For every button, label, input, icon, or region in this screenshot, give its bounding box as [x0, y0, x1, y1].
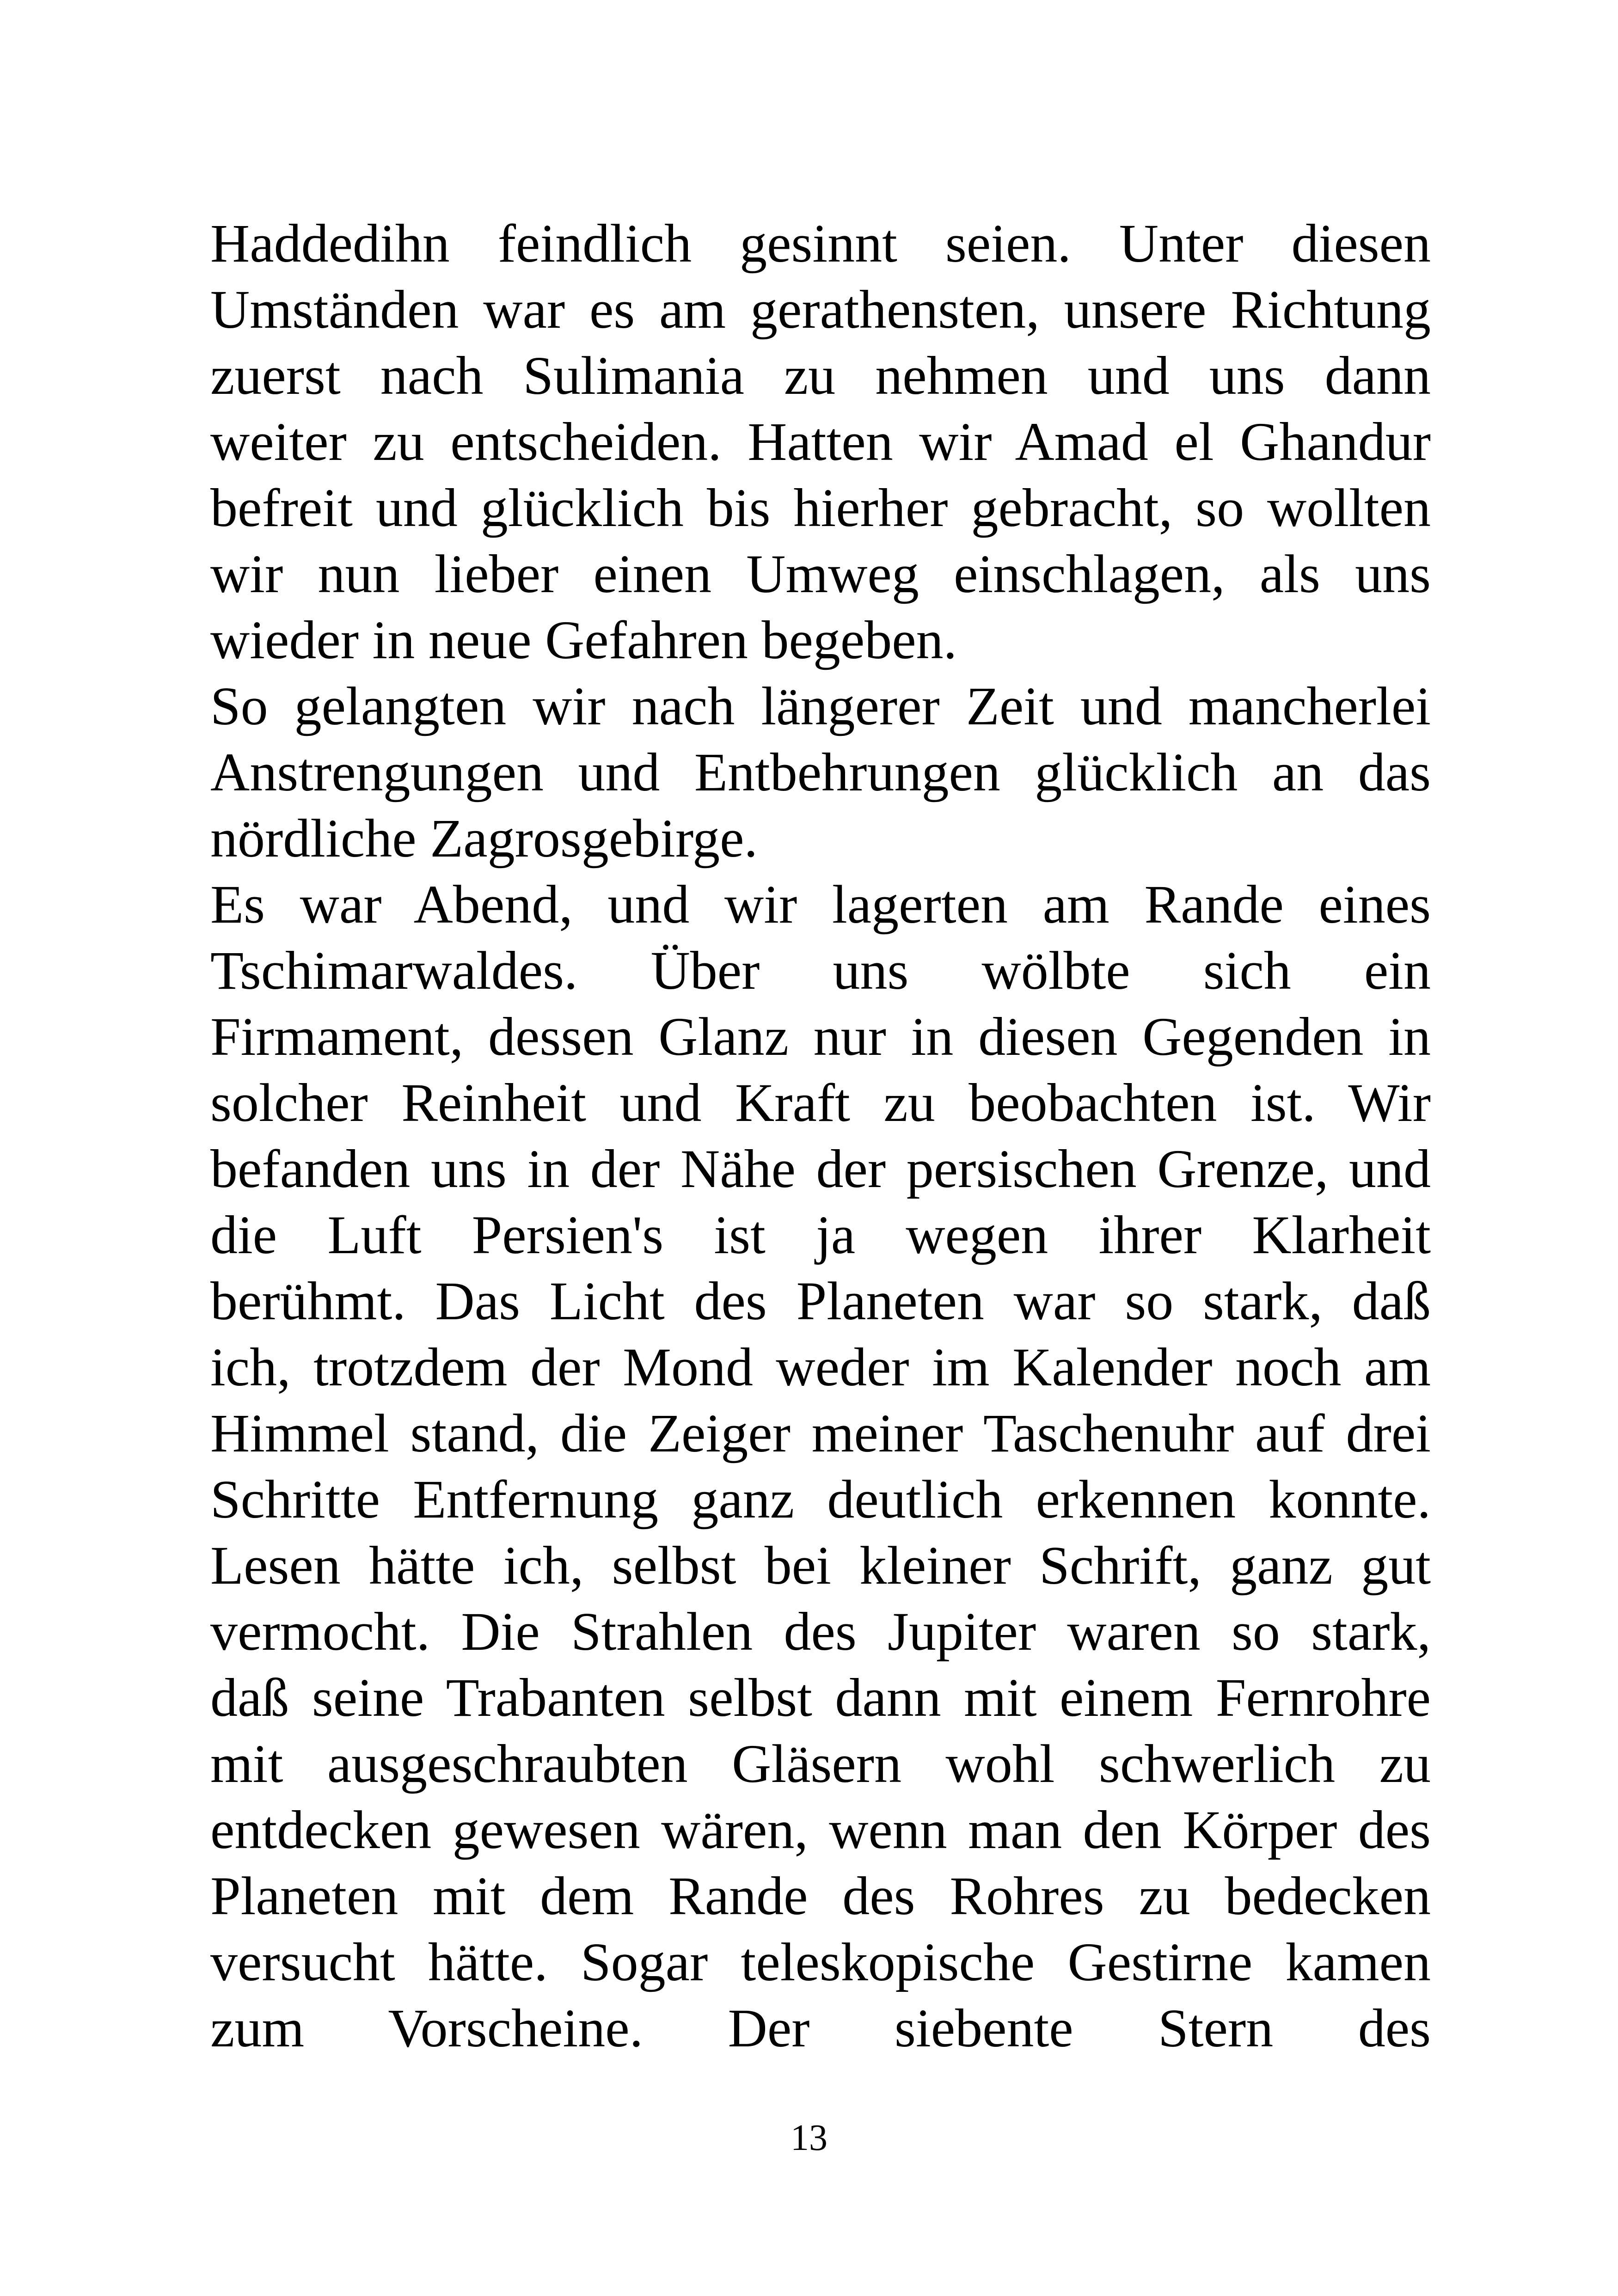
- text-line: ich, trotzdem der Mond weder im Kalender noch am: [210, 1337, 1431, 1397]
- text-line: Schritte Entfernung ganz deutlich erkennen konnte.: [210, 1469, 1431, 1530]
- text-line: Firmament, dessen Glanz nur in diesen Gegenden in: [210, 1006, 1431, 1067]
- text-line: Umständen war es am gerathensten, unsere Richtung: [210, 279, 1431, 340]
- text-line: versucht hätte. Sogar teleskopische Gestirne kamen: [210, 1932, 1431, 1992]
- text-line: die Luft Persien's ist ja wegen ihrer Klarheit: [210, 1205, 1431, 1265]
- text-line: zuerst nach Sulimania zu nehmen und uns dann: [210, 345, 1431, 406]
- text-line: weiter zu entscheiden. Hatten wir Amad el Ghandur: [210, 411, 1431, 472]
- text-line: Lesen hätte ich, selbst bei kleiner Schrift, ganz gut: [210, 1535, 1431, 1596]
- text-line: Haddedihn feindlich gesinnt seien. Unter diesen: [210, 213, 1431, 274]
- text-line: Anstrengungen und Entbehrungen glücklich an das: [210, 742, 1431, 802]
- body-text: [210, 210, 1431, 2061]
- text-line: befanden uns in der Nähe der persischen Grenze, und: [210, 1139, 1431, 1199]
- text-line: nördliche Zagrosgebirge.: [210, 808, 758, 869]
- text-line: entdecken gewesen wären, wenn man den Körper des: [210, 1800, 1431, 1860]
- text-line: Planeten mit dem Rande des Rohres zu bedecken: [210, 1866, 1431, 1926]
- text-line: befreit und glücklich bis hierher gebracht, so wollten: [210, 478, 1431, 538]
- text-line: So gelangten wir nach längerer Zeit und mancherlei: [210, 676, 1431, 736]
- text-line: wieder in neue Gefahren begeben.: [210, 610, 957, 670]
- text-line: Es war Abend, und wir lagerten am Rande eines: [210, 874, 1431, 935]
- text-line: zum Vorscheine. Der siebente Stern des: [210, 1998, 1431, 2058]
- text-line: mit ausgeschraubten Gläsern wohl schwerlich zu: [210, 1733, 1431, 1794]
- text-line: Himmel stand, die Zeiger meiner Taschenuhr auf drei: [210, 1403, 1431, 1463]
- page-number: 13: [791, 2118, 827, 2158]
- text-line: daß seine Trabanten selbst dann mit einem Fernrohre: [210, 1667, 1431, 1728]
- text-line: solcher Reinheit und Kraft zu beobachten ist. Wir: [210, 1072, 1431, 1133]
- text-line: berühmt. Das Licht des Planeten war so stark, daß: [210, 1271, 1431, 1331]
- text-line: vermocht. Die Strahlen des Jupiter waren so stark,: [210, 1601, 1431, 1662]
- text-line: wir nun lieber einen Umweg einschlagen, als uns: [210, 544, 1431, 604]
- text-line: Tschimarwaldes. Über uns wölbte sich ein: [210, 940, 1431, 1001]
